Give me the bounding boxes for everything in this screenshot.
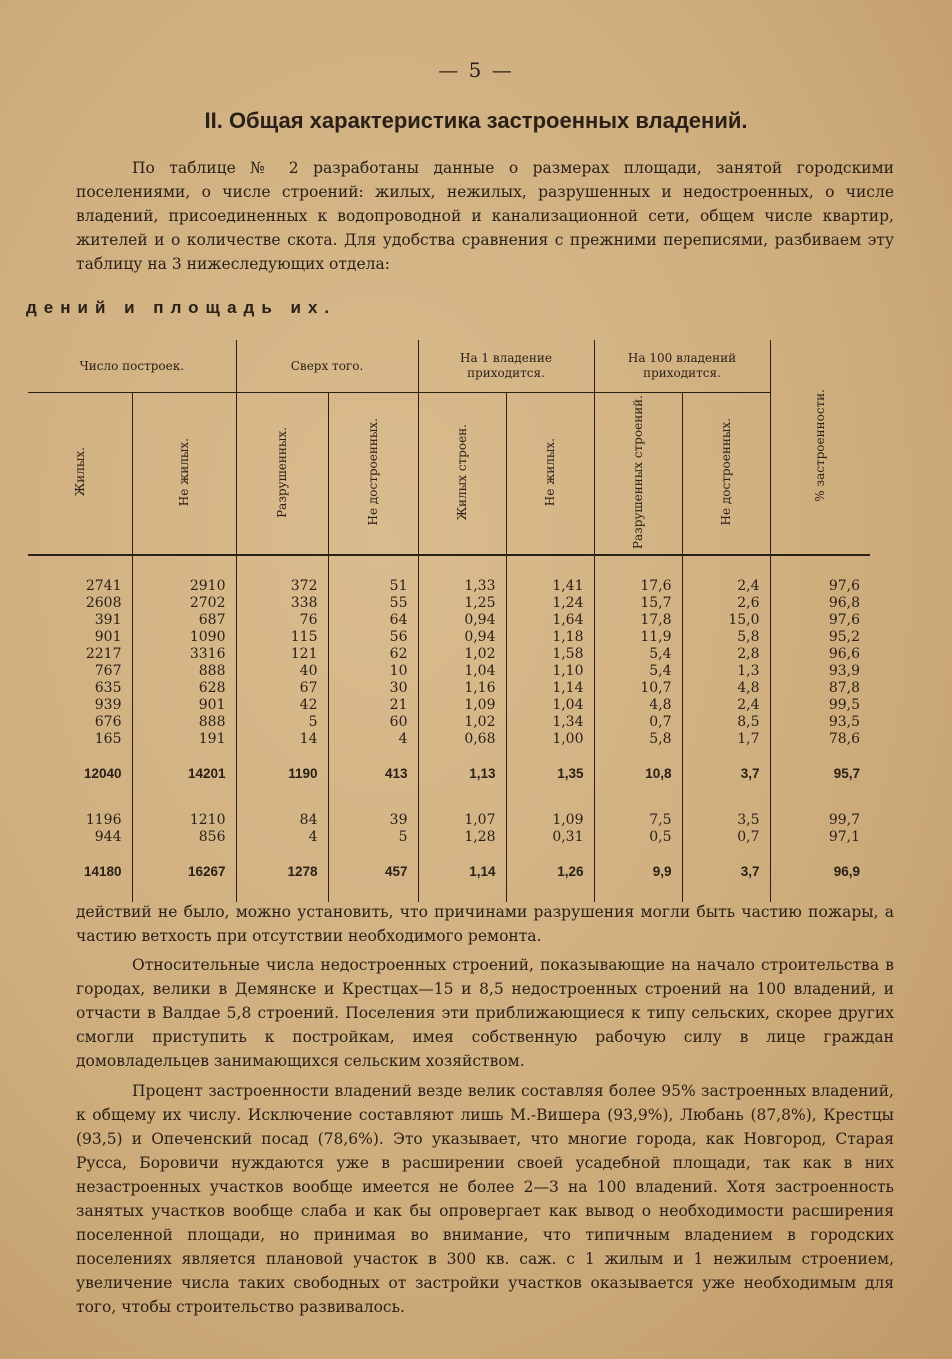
table-cell: 1,7 (682, 731, 770, 748)
section-title: II. Общая характеристика застроенных владений. (204, 108, 748, 133)
table-cell: 939 (28, 697, 132, 714)
table-cell: 78,6 (828, 731, 861, 748)
table-cell: 1,00 (506, 731, 594, 748)
table-cell: 95,7 (833, 765, 861, 781)
table-cell: 1210 (132, 812, 236, 829)
table-cell: 97,1 (828, 829, 861, 846)
table-cell: 97,6 (828, 612, 861, 629)
table-cell: 0,7 (682, 829, 770, 846)
table-cell: 2910 (132, 578, 236, 595)
table-cell: 14180 (28, 860, 132, 882)
table-cell: 62 (328, 646, 418, 663)
table-cell: 3316 (132, 646, 236, 663)
table-cell: 1,34 (506, 714, 594, 731)
table-cell: 5,8 (682, 629, 770, 646)
col-header: Не жилых. (506, 393, 594, 556)
table-body (28, 555, 870, 902)
table-cell: 1,35 (506, 762, 594, 784)
table-cell: 1,14 (418, 860, 506, 882)
table-cell: 1,25 (418, 595, 506, 612)
group-header-extra: Сверх того. (236, 340, 418, 393)
table-cell: 901 (28, 629, 132, 646)
group-header-buildings: Число построек. (28, 340, 236, 393)
table-cell: 767 (28, 663, 132, 680)
table-cell: 2,6 (682, 595, 770, 612)
table-cell: 5,4 (594, 646, 682, 663)
table-cell: 99,7 (828, 812, 861, 829)
table-cell: 1,3 (682, 663, 770, 680)
table-cell: 338 (236, 595, 328, 612)
group-header-per-100: На 100 владений приходится. (594, 340, 770, 393)
page-number: — 5 — (438, 58, 514, 82)
table-cell: 1,24 (506, 595, 594, 612)
table-cell: 1,41 (506, 578, 594, 595)
table-row (28, 578, 870, 595)
table-cell: 87,8 (828, 680, 861, 697)
table-cell: 5,4 (594, 663, 682, 680)
table-caption-fragment: дений и площадь их. (26, 298, 337, 317)
table-cell: 635 (28, 680, 132, 697)
table-cell: 15,7 (594, 595, 682, 612)
table-cell: 1,26 (506, 860, 594, 882)
table-cell: 1,07 (418, 812, 506, 829)
table-cell: 0,68 (418, 731, 506, 748)
table-cell: 64 (328, 612, 418, 629)
table-cell: 2608 (28, 595, 132, 612)
table-cell: 1,02 (418, 646, 506, 663)
table-cell: 93,5 (828, 714, 861, 731)
table-cell: 17,6 (594, 578, 682, 595)
table-cell: 0,94 (418, 629, 506, 646)
table-cell: 888 (132, 714, 236, 731)
table-cell: 15,0 (682, 612, 770, 629)
table-cell: 901 (132, 697, 236, 714)
paragraph-3: Процент застроенности владений везде велик составляя более 95% застроенных владений, к общему их числу. Исключение составляют лишь М.-Вишера (93,9%), Любань (87,8%), Крестцы (93,5) и Опеченский посад (78,6%). Это указывает, что многие города, как Новгород, Старая Русса, Боровичи нуждаются уже в расширении своей усадебной площади, так как в них незастроенных участков вообще имеется не более 2—3 на 100 владений. Хотя застроенность занятых участков вообще слаба и как бы опровергает как вывод о необходимости расширения поселенной площади, но принимая во внимание, что типичным владением в городских поселениях является плановой участок в 300 кв. саж. с 1 жилым и 1 нежилым строением, увеличение числа таких свободных от застройки участков оказывается уже необходимым для того, чтобы строительство развивалось. (76, 1082, 894, 1316)
table-cell: 97,6 (828, 578, 861, 595)
table-cell: 76 (236, 612, 328, 629)
table-cell: 191 (132, 731, 236, 748)
paragraph-2: Относительные числа недостроенных строений, показывающие на начало строительства в городах, велики в Демянске и Крестцах—15 и 8,5 недостроенных строений на 100 владений, и отчасти в Валдае 5,8 строений. Поселения эти приближающиеся к типу сельских, скорее других смогли приступить к постройкам, имея собственную рабочую силу в лице граждан домовладельцев занимающихся сельским хозяйством. (76, 956, 894, 1070)
table-cell: 3,7 (682, 762, 770, 784)
table-cell: 96,6 (828, 646, 861, 663)
table-cell: 39 (328, 812, 418, 829)
table-row (28, 663, 870, 680)
table-cell: 1,04 (506, 697, 594, 714)
table-cell: 0,5 (594, 829, 682, 846)
table-cell: 1,33 (418, 578, 506, 595)
table-cell: 1,04 (418, 663, 506, 680)
table-cell: 0,94 (418, 612, 506, 629)
table-cell: 5,8 (594, 731, 682, 748)
table-cell: 1090 (132, 629, 236, 646)
table-cell: 457 (328, 860, 418, 882)
table-cell: 1,13 (418, 762, 506, 784)
table-cell: 1,14 (506, 680, 594, 697)
table-row (28, 697, 870, 714)
table-cell: 4,8 (682, 680, 770, 697)
table-cell: 30 (328, 680, 418, 697)
table-cell: 10,7 (594, 680, 682, 697)
table-cell: 2,4 (682, 697, 770, 714)
table-row (28, 595, 870, 612)
table-cell: 10,8 (594, 762, 682, 784)
table-row (28, 629, 870, 646)
table-cell: 56 (328, 629, 418, 646)
table-cell: 1190 (236, 762, 328, 784)
table-cell: 4 (328, 731, 418, 748)
table-cell: 99,5 (828, 697, 861, 714)
table-cell: 1,09 (506, 812, 594, 829)
col-header: Не достроенных. (328, 393, 418, 556)
table-cell: 67 (236, 680, 328, 697)
table-cell: 628 (132, 680, 236, 697)
table-cell: 391 (28, 612, 132, 629)
table-cell: 5 (328, 829, 418, 846)
col-header: Жилых. (28, 393, 132, 556)
col-header: Разрушенных строений. (594, 393, 682, 556)
table-cell: 2702 (132, 595, 236, 612)
table-cell: 121 (236, 646, 328, 663)
table-row (28, 612, 870, 629)
table-cell: 687 (132, 612, 236, 629)
table-cell: 0,7 (594, 714, 682, 731)
table-cell: 93,9 (828, 663, 861, 680)
table-cell: 60 (328, 714, 418, 731)
col-header: Жилых строен. (418, 393, 506, 556)
table-cell: 40 (236, 663, 328, 680)
table-row (28, 714, 870, 731)
table-cell: 2741 (28, 578, 132, 595)
table-cell: 4 (236, 829, 328, 846)
table-cell: 96,8 (828, 595, 861, 612)
table-cell: 372 (236, 578, 328, 595)
table-cell: 888 (132, 663, 236, 680)
intro-paragraph: По таблице № 2 разработаны данные о размерах площади, занятой городскими поселениями, о числе строений: жилых, нежилых, разрушенных и недостроенных, о числе владений, присоединенных к водопроводной и канализационной сети, общем числе квартир, жителей и о количестве скота. Для удобства сравнения с прежними переписями, разбиваем эту таблицу на 3 нижеследующих отдела: (76, 159, 894, 273)
table-cell: 1,02 (418, 714, 506, 731)
table-cell: 2,8 (682, 646, 770, 663)
table-cell: 1278 (236, 860, 328, 882)
table-cell: 1,16 (418, 680, 506, 697)
table-cell: 14201 (132, 762, 236, 784)
table-cell: 17,8 (594, 612, 682, 629)
table-cell: 676 (28, 714, 132, 731)
table-cell: 96,9 (833, 863, 861, 879)
table-cell: 413 (328, 762, 418, 784)
table-cell: 0,31 (506, 829, 594, 846)
table-cell: 1,28 (418, 829, 506, 846)
statistics-table (28, 340, 870, 902)
table-cell: 1,10 (506, 663, 594, 680)
table-cell: 16267 (132, 860, 236, 882)
table-row (28, 812, 870, 829)
table-cell: 84 (236, 812, 328, 829)
table-cell: 42 (236, 697, 328, 714)
table-cell: 2,4 (682, 578, 770, 595)
col-header: Не жилых. (132, 393, 236, 556)
col-header: Не достроенных. (682, 393, 770, 556)
paragraph-1: действий не было, можно установить, что причинами разрушения могли быть частию пожары, а частию ветхость при отсутствии необходимого ремонта. (76, 903, 894, 945)
table-cell: 7,5 (594, 812, 682, 829)
table-row (28, 829, 870, 846)
table-row (28, 680, 870, 697)
table-cell: 1,18 (506, 629, 594, 646)
table-cell: 8,5 (682, 714, 770, 731)
table-cell: 3,5 (682, 812, 770, 829)
group-header-per-ownership: На 1 владение приходится. (418, 340, 594, 393)
table-cell: 1196 (28, 812, 132, 829)
table-cell: 944 (28, 829, 132, 846)
table-row (28, 731, 870, 748)
col-header: Разрушенных. (236, 393, 328, 556)
table-cell: 1,64 (506, 612, 594, 629)
table-cell: 1,09 (418, 697, 506, 714)
table-cell: 55 (328, 595, 418, 612)
table-row (28, 646, 870, 663)
table-cell: 9,9 (594, 860, 682, 882)
table-cell: 115 (236, 629, 328, 646)
table-cell: 11,9 (594, 629, 682, 646)
header-built-percent: % застроенности. (770, 340, 870, 555)
table-cell: 856 (132, 829, 236, 846)
table-cell: 12040 (28, 762, 132, 784)
table-cell: 1,58 (506, 646, 594, 663)
total-row (28, 860, 870, 882)
table-cell: 21 (328, 697, 418, 714)
table-cell: 95,2 (828, 629, 861, 646)
table-cell: 165 (28, 731, 132, 748)
table-cell: 4,8 (594, 697, 682, 714)
table-cell: 3,7 (682, 860, 770, 882)
table-cell: 14 (236, 731, 328, 748)
table-cell: 5 (236, 714, 328, 731)
table-cell: 2217 (28, 646, 132, 663)
table-cell: 51 (328, 578, 418, 595)
table-cell: 10 (328, 663, 418, 680)
subtotal-row (28, 762, 870, 784)
